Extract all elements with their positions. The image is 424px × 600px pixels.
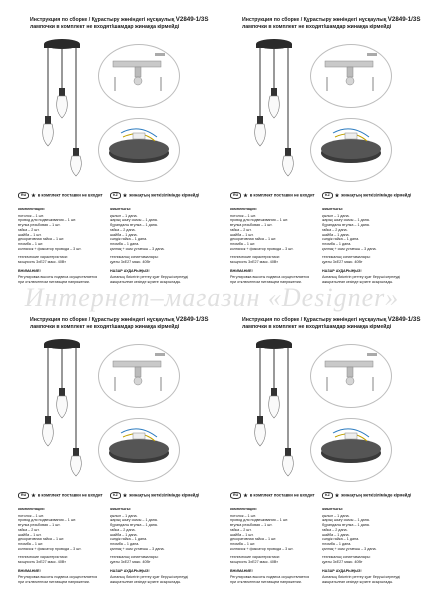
tech-value: қуаты 3xE27 макс. 40Вт — [110, 260, 151, 265]
ru-section-title: комплектация: — [230, 207, 257, 211]
warning-text: Аспаның биіктігін реттеу қуат беруші кернеуді — [322, 275, 401, 280]
list-item: бұрандалы втулка – 1 дана. — [322, 523, 370, 528]
pendant-lamp-illustration — [18, 38, 98, 178]
list-item: бұрандалы втулка – 1 дана. — [322, 223, 370, 228]
list-item: жарық шығу сымы – 1 дана. — [322, 518, 370, 523]
list-item: шайба – 1 шт. — [18, 532, 42, 537]
kz-note: KZ ★ жинақтың жеткізілімінде кірмейді — [110, 192, 199, 199]
ceiling-canopy-detail — [310, 418, 392, 482]
tech-title: техникалық сипаттамалары: — [322, 555, 371, 560]
sheet-header — [242, 316, 420, 331]
warning-text: Регулировка высоты подвеса осуществляется — [18, 275, 98, 280]
model-number: V2849-1/3S — [175, 16, 209, 23]
tech-title: техникалық сипаттамалары: — [110, 555, 159, 560]
instruction-sheet — [212, 300, 424, 600]
header-title: Инструкция по сборке / Құрастыру жөніндегі нұсқаулық — [242, 317, 387, 323]
list-item: колпачок + фиксатор провода – 3 шт. — [230, 246, 294, 251]
warning-text: Аспаның биіктігін реттеу қуат беруші кернеуді — [322, 575, 401, 580]
model-number: V2849-1/3S — [387, 316, 421, 323]
header-title: Инструкция по сборке / Құрастыру жөніндегі нұсқаулық — [30, 317, 175, 323]
header-title: Инструкция по сборке / Құрастыру жөніндегі нұсқаулық — [242, 17, 387, 23]
star-icon: ★ — [243, 192, 248, 199]
tech-value: қуаты 3xE27 макс. 40Вт — [110, 560, 151, 565]
list-item: колпачок + фиксатор провода – 3 шт. — [18, 246, 82, 251]
warning-text: ажыратылған кезінде жүзеге асырылады. — [322, 280, 394, 285]
tech-title: техникалық сипаттамалары: — [322, 255, 371, 260]
list-item: сәндік гайка – 1 дана. — [110, 537, 148, 542]
ru-specs — [18, 207, 110, 285]
tech-title: технические характеристики: — [18, 555, 68, 560]
ru-flag-badge: RU — [230, 492, 241, 499]
tech-value: мощность 3xE27 макс. 40Вт — [230, 560, 278, 565]
sheet-header — [242, 16, 420, 31]
warning-title: ВНИМАНИЕ! — [230, 268, 253, 273]
tech-value: қуаты 3xE27 макс. 40Вт — [322, 560, 363, 565]
list-item: пломба – 1 дана. — [322, 241, 352, 246]
list-item: пломба – 1 шт. — [230, 541, 256, 546]
ru-flag-badge: RU — [18, 492, 29, 499]
sheet-header — [30, 316, 208, 331]
list-item: қылып – 1 дана. — [110, 513, 138, 518]
ru-flag-badge: RU — [230, 192, 241, 199]
warning-text: ажыратылған кезінде жүзеге асырылады. — [110, 280, 182, 285]
pendant-lamp-illustration — [18, 338, 98, 478]
warning-text: при отключенном питающем напряжении. — [230, 580, 302, 585]
tech-title: технические характеристики: — [230, 255, 280, 260]
list-item: потолок – 1 шт. — [230, 513, 256, 518]
header-subtitle: лампочки в комплект не входят/шамдар жинаққа кірмейді — [30, 324, 180, 331]
ceiling-canopy-detail — [98, 118, 180, 182]
list-item: декоративная гайка – 1 шт. — [230, 237, 277, 242]
warning-text: Регулировка высоты подвеса осуществляется — [230, 275, 310, 280]
list-item: қалпақ + сым ұстағыш – 3 дана. — [110, 546, 165, 551]
warning-title: НАЗАР АУДАРЫҢЫЗ! — [110, 268, 150, 273]
ceiling-canopy-detail — [98, 418, 180, 482]
star-icon: ★ — [334, 492, 340, 499]
list-item: втулка резьбовая – 1 шт. — [230, 523, 273, 528]
mounting-parts-detail — [98, 344, 180, 408]
warning-text: при отключенном питающем напряжении. — [18, 280, 90, 285]
list-item: декоративная гайка – 1 шт. — [230, 537, 277, 542]
list-item: жарық шығу сымы – 1 дана. — [110, 218, 158, 223]
star-icon: ★ — [334, 192, 340, 199]
warning-title: ВНИМАНИЕ! — [18, 568, 41, 573]
list-item: провод для подвешивания – 1 шт. — [18, 518, 77, 523]
kz-section-title: жиынтығы: — [322, 207, 344, 211]
tech-title: технические характеристики: — [18, 255, 68, 260]
tech-title: технические характеристики: — [230, 555, 280, 560]
ru-note: RU ★ в комплект поставки не входит — [230, 192, 315, 199]
kz-flag-badge: KZ — [322, 192, 333, 199]
list-item: втулка резьбовая – 1 шт. — [18, 223, 61, 228]
ru-flag-badge: RU — [18, 192, 29, 199]
list-item: гайка – 2 дана. — [110, 527, 136, 532]
star-icon: ★ — [31, 192, 36, 199]
list-item: шайба – 1 дана. — [110, 232, 138, 237]
ru-section-title: комплектация: — [18, 207, 45, 211]
mounting-parts-detail — [310, 344, 392, 408]
list-item: провод для подвешивания – 1 шт. — [230, 518, 289, 523]
ru-specs — [230, 507, 322, 585]
list-item: гайка – 2 дана. — [322, 527, 348, 532]
kz-specs — [322, 507, 414, 585]
kz-specs — [110, 507, 202, 585]
list-item: гайка – 2 дана. — [322, 227, 348, 232]
warning-text: при отключенном питающем напряжении. — [230, 280, 302, 285]
tech-value: қуаты 3xE27 макс. 40Вт — [322, 260, 363, 265]
list-item: қалпақ + сым ұстағыш – 3 дана. — [322, 246, 377, 251]
model-number: V2849-1/3S — [175, 316, 209, 323]
list-item: пломба – 1 шт. — [18, 241, 44, 246]
list-item: колпачок + фиксатор провода – 3 шт. — [230, 546, 294, 551]
list-item: шайба – 1 дана. — [322, 532, 350, 537]
kz-section-title: жиынтығы: — [322, 507, 344, 511]
star-icon: ★ — [122, 492, 128, 499]
list-item: шайба – 1 дана. — [110, 532, 138, 537]
ceiling-canopy-detail — [310, 118, 392, 182]
list-item: қылып – 1 дана. — [322, 513, 350, 518]
list-item: гайка – 2 шт. — [18, 527, 40, 532]
list-item: қылып – 1 дана. — [322, 213, 350, 218]
ru-section-title: комплектация: — [18, 507, 45, 511]
list-item: сәндік гайка – 1 дана. — [322, 237, 360, 242]
warning-text: Регулировка высоты подвеса осуществляется — [18, 575, 98, 580]
list-item: жарық шығу сымы – 1 дана. — [110, 518, 158, 523]
list-item: қалпақ + сым ұстағыш – 3 дана. — [110, 246, 165, 251]
kz-note: KZ ★ жинақтың жеткізілімінде кірмейді — [110, 492, 199, 499]
list-item: жарық шығу сымы – 1 дана. — [322, 218, 370, 223]
warning-text: Регулировка высоты подвеса осуществляется — [230, 575, 310, 580]
tech-value: мощность 3xE27 макс. 40Вт — [18, 560, 66, 565]
kz-specs — [322, 207, 414, 285]
list-item: гайка – 2 шт. — [18, 227, 40, 232]
header-title: Инструкция по сборке / Құрастыру жөніндегі нұсқаулық — [30, 17, 175, 23]
instruction-sheet — [0, 300, 212, 600]
list-item: пломба – 1 дана. — [110, 541, 140, 546]
warning-title: ВНИМАНИЕ! — [18, 268, 41, 273]
list-item: шайба – 1 дана. — [322, 232, 350, 237]
list-item: декоративная гайка – 1 шт. — [18, 237, 65, 242]
ru-note: RU ★ в комплект поставки не входит — [230, 492, 315, 499]
ru-specs — [18, 507, 110, 585]
list-item: сәндік гайка – 1 дана. — [110, 237, 148, 242]
kz-section-title: жиынтығы: — [110, 207, 132, 211]
tech-value: мощность 3xE27 макс. 40Вт — [18, 260, 66, 265]
watermark: Интернет–магазин «Designer» — [24, 283, 400, 312]
list-item: шайба – 1 шт. — [18, 232, 42, 237]
header-subtitle: лампочки в комплект не входят/шамдар жинаққа кірмейді — [242, 24, 392, 31]
warning-text: Аспаның биіктігін реттеу қуат беруші кернеуді — [110, 275, 189, 280]
warning-text: ажыратылған кезінде жүзеге асырылады. — [322, 580, 394, 585]
list-item: пломба – 1 шт. — [18, 541, 44, 546]
warning-title: НАЗАР АУДАРЫҢЫЗ! — [110, 568, 150, 573]
kz-flag-badge: KZ — [110, 492, 121, 499]
list-item: потолок – 1 шт. — [18, 213, 44, 218]
list-item: гайка – 2 шт. — [230, 527, 252, 532]
list-item: қалпақ + сым ұстағыш – 3 дана. — [322, 546, 377, 551]
kz-flag-badge: KZ — [322, 492, 333, 499]
header-subtitle: лампочки в комплект не входят/шамдар жинаққа кірмейді — [242, 324, 392, 331]
warning-text: Аспаның биіктігін реттеу қуат беруші кернеуді — [110, 575, 189, 580]
kz-note: KZ ★ жинақтың жеткізілімінде кірмейді — [322, 492, 411, 499]
pendant-lamp-illustration — [230, 38, 310, 178]
list-item: провод для подвешивания – 1 шт. — [18, 218, 77, 223]
list-item: гайка – 2 дана. — [110, 227, 136, 232]
header-subtitle: лампочки в комплект не входят/шамдар жинаққа кірмейді — [30, 24, 180, 31]
kz-note: KZ ★ жинақтың жеткізілімінде кірмейді — [322, 192, 411, 199]
kz-section-title: жиынтығы: — [110, 507, 132, 511]
list-item: пломба – 1 дана. — [322, 541, 352, 546]
list-item: бұрандалы втулка – 1 дана. — [110, 523, 158, 528]
warning-text: ажыратылған кезінде жүзеге асырылады. — [110, 580, 182, 585]
warning-title: ВНИМАНИЕ! — [230, 568, 253, 573]
mounting-parts-detail — [98, 44, 180, 108]
star-icon: ★ — [122, 192, 128, 199]
tech-value: мощность 3xE27 макс. 40Вт — [230, 260, 278, 265]
list-item: гайка – 2 шт. — [230, 227, 252, 232]
star-icon: ★ — [31, 492, 36, 499]
list-item: колпачок + фиксатор провода – 3 шт. — [18, 546, 82, 551]
list-item: шайба – 1 шт. — [230, 232, 254, 237]
kz-specs — [110, 207, 202, 285]
list-item: провод для подвешивания – 1 шт. — [230, 218, 289, 223]
list-item: шайба – 1 шт. — [230, 532, 254, 537]
sheet-header — [30, 16, 208, 31]
list-item: пломба – 1 шт. — [230, 241, 256, 246]
ru-note: RU ★ в комплект поставки не входит — [18, 192, 103, 199]
warning-text: при отключенном питающем напряжении. — [18, 580, 90, 585]
instruction-sheet — [212, 0, 424, 300]
list-item: втулка резьбовая – 1 шт. — [18, 523, 61, 528]
model-number: V2849-1/3S — [387, 16, 421, 23]
kz-flag-badge: KZ — [110, 192, 121, 199]
list-item: бұрандалы втулка – 1 дана. — [110, 223, 158, 228]
list-item: втулка резьбовая – 1 шт. — [230, 223, 273, 228]
list-item: потолок – 1 шт. — [18, 513, 44, 518]
instruction-sheet — [0, 0, 212, 300]
mounting-parts-detail — [310, 44, 392, 108]
warning-title: НАЗАР АУДАРЫҢЫЗ! — [322, 268, 362, 273]
list-item: қылып – 1 дана. — [110, 213, 138, 218]
tech-title: техникалық сипаттамалары: — [110, 255, 159, 260]
list-item: декоративная гайка – 1 шт. — [18, 537, 65, 542]
list-item: пломба – 1 дана. — [110, 241, 140, 246]
pendant-lamp-illustration — [230, 338, 310, 478]
star-icon: ★ — [243, 492, 248, 499]
ru-section-title: комплектация: — [230, 507, 257, 511]
ru-specs — [230, 207, 322, 285]
list-item: сәндік гайка – 1 дана. — [322, 537, 360, 542]
warning-title: НАЗАР АУДАРЫҢЫЗ! — [322, 568, 362, 573]
list-item: потолок – 1 шт. — [230, 213, 256, 218]
ru-note: RU ★ в комплект поставки не входит — [18, 492, 103, 499]
